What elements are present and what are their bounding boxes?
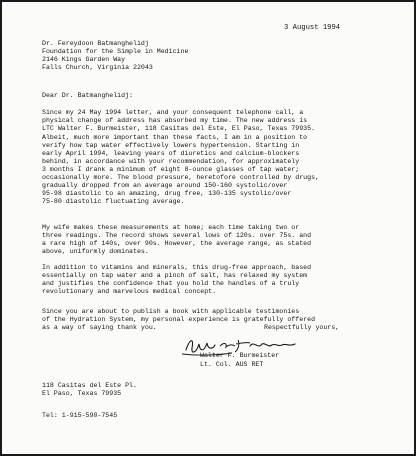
text-line: gradually dropped from an average around 150-160 systolic/over <box>42 182 288 189</box>
return-address-line: El Paso, Texas 79935 <box>42 390 122 397</box>
text-line: 95-98 diastolic to an amazing, drug free, 130-135 systolic/over <box>42 190 292 197</box>
paragraph-3 <box>42 224 380 256</box>
paragraph-2 <box>42 134 380 206</box>
return-address <box>42 382 380 398</box>
text-line: above, uniformly dominates. <box>42 248 149 255</box>
signer-name: Walter F. Burmeister <box>200 352 280 359</box>
text-line: LTC Walter F. Burmeister, 118 Casitas del Este, El Paso, Texas 79935. <box>42 125 316 132</box>
text-line: occasionally more. The blood pressure, heretofore controlled by drugs, <box>42 174 319 181</box>
text-line: revolutionary and marvelous medical concept. <box>42 288 217 295</box>
closing: Respectfully yours, <box>264 324 340 331</box>
text-line: In addition to vitamins and minerals, this drug-free approach, based <box>42 264 312 271</box>
text-line: Since you are about to publish a book with applicable testimonies <box>42 308 300 315</box>
paragraph-1 <box>42 109 380 133</box>
text-line: three readings. The record shows several lows of 120s. over 75s. and <box>42 232 312 239</box>
recipient-address <box>42 40 380 72</box>
text-line: 75-80 diastolic fluctuating average. <box>42 198 185 205</box>
text-line: physical change of address has absorbed my time. The new address is <box>42 117 308 124</box>
signer-title: Lt. Col. AUS RET <box>200 360 264 368</box>
paragraph-4 <box>42 264 380 296</box>
telephone: Tel: 1-915-590-7545 <box>42 412 118 419</box>
text-line: behind, in accordance with your recommendation, for approximately <box>42 158 300 165</box>
text-line: a rare high of 140s, over 90s. However, the average range, as stated <box>42 240 312 247</box>
recipient-line: Foundation for the Simple in Medicine <box>42 48 189 55</box>
text-line: Albeit, much more important than these facts, I am in a position to <box>42 134 308 141</box>
recipient-line: 2146 Kings Garden Way <box>42 56 126 63</box>
text-line: early April 1994, leaving years of diuretics and calcium-blockers <box>42 150 300 157</box>
text-line: Since my 24 May 1994 letter, and your consequent telephone call, a <box>42 109 304 116</box>
text-line: 3 months I drank a minimum of eight 8-ounce glasses of tap water; <box>42 166 300 173</box>
text-line: as a way of saying thank you. <box>42 324 157 331</box>
return-address-line: 118 Casitas del Este Pl. <box>42 382 137 389</box>
signer-block <box>200 352 279 369</box>
text-line: verify how tap water effectively lowers hypertension. Starting in <box>42 142 300 149</box>
salutation: Dear Dr. Batmanghelidj: <box>42 92 134 99</box>
letter-date: 3 August 1994 <box>284 24 341 32</box>
recipient-line: Dr. Fereydoon Batmanghelidj <box>42 40 149 47</box>
recipient-line: Falls Church, Virginia 22043 <box>42 64 153 71</box>
text-line: of the Hydration System, my personal experience is gratefully offered <box>42 316 316 323</box>
text-line: My wife makes these measurements at home; each time taking two or <box>42 224 300 231</box>
text-line: and justifies the confidence that you hold the handles of a truly <box>42 280 300 287</box>
text-line: essentially on tap water and a pinch of salt, has relaxed my system <box>42 272 308 279</box>
